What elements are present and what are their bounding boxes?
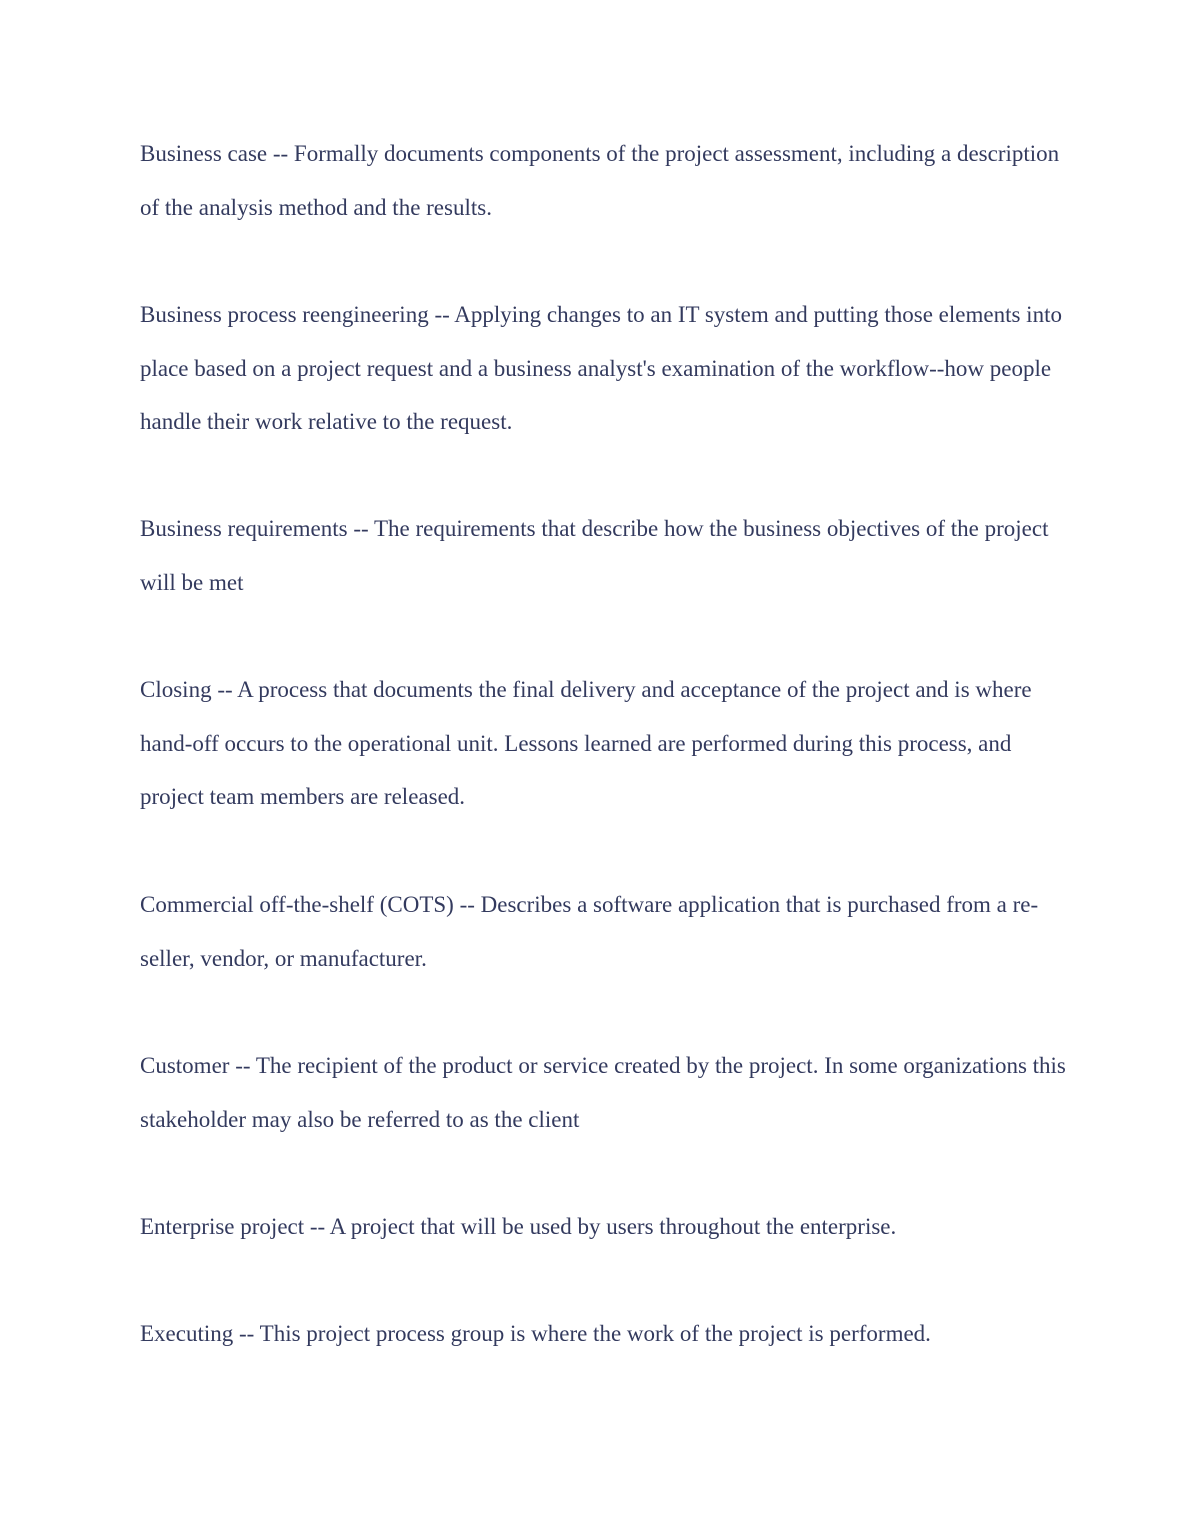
glossary-entry-business-requirements: Business requirements -- The requirements that describe how the business objectives of the project will be met xyxy=(140,516,1049,595)
glossary-entry-business-case: Business case -- Formally documents components of the project assessment, including a description of the analysis method and the results. xyxy=(140,141,1060,220)
glossary-entry-enterprise-project: Enterprise project -- A project that will be used by users throughout the enterprise. xyxy=(140,1214,897,1239)
glossary-entry-cots: Commercial off-the-shelf (COTS) -- Describes a software application that is purchased from a re-seller, vendor, or manufacturer. xyxy=(140,892,1039,971)
glossary-entry-business-process-reengineering: Business process reengineering -- Applying changes to an IT system and putting those elements into place based on a project request and a business analyst's examination of the workflow--how people handle their work relative to the request. xyxy=(140,302,1062,435)
glossary-entry-closing: Closing -- A process that documents the final delivery and acceptance of the project and is where hand-off occurs to the operational unit. Lessons learned are performed during this process, and project team members are released. xyxy=(140,677,1032,810)
glossary-entry-executing: Executing -- This project process group is where the work of the project is performed. xyxy=(140,1321,931,1346)
glossary-entry-customer: Customer -- The recipient of the product or service created by the project. In some organizations this stakeholder may also be referred to as the client xyxy=(140,1053,1066,1132)
